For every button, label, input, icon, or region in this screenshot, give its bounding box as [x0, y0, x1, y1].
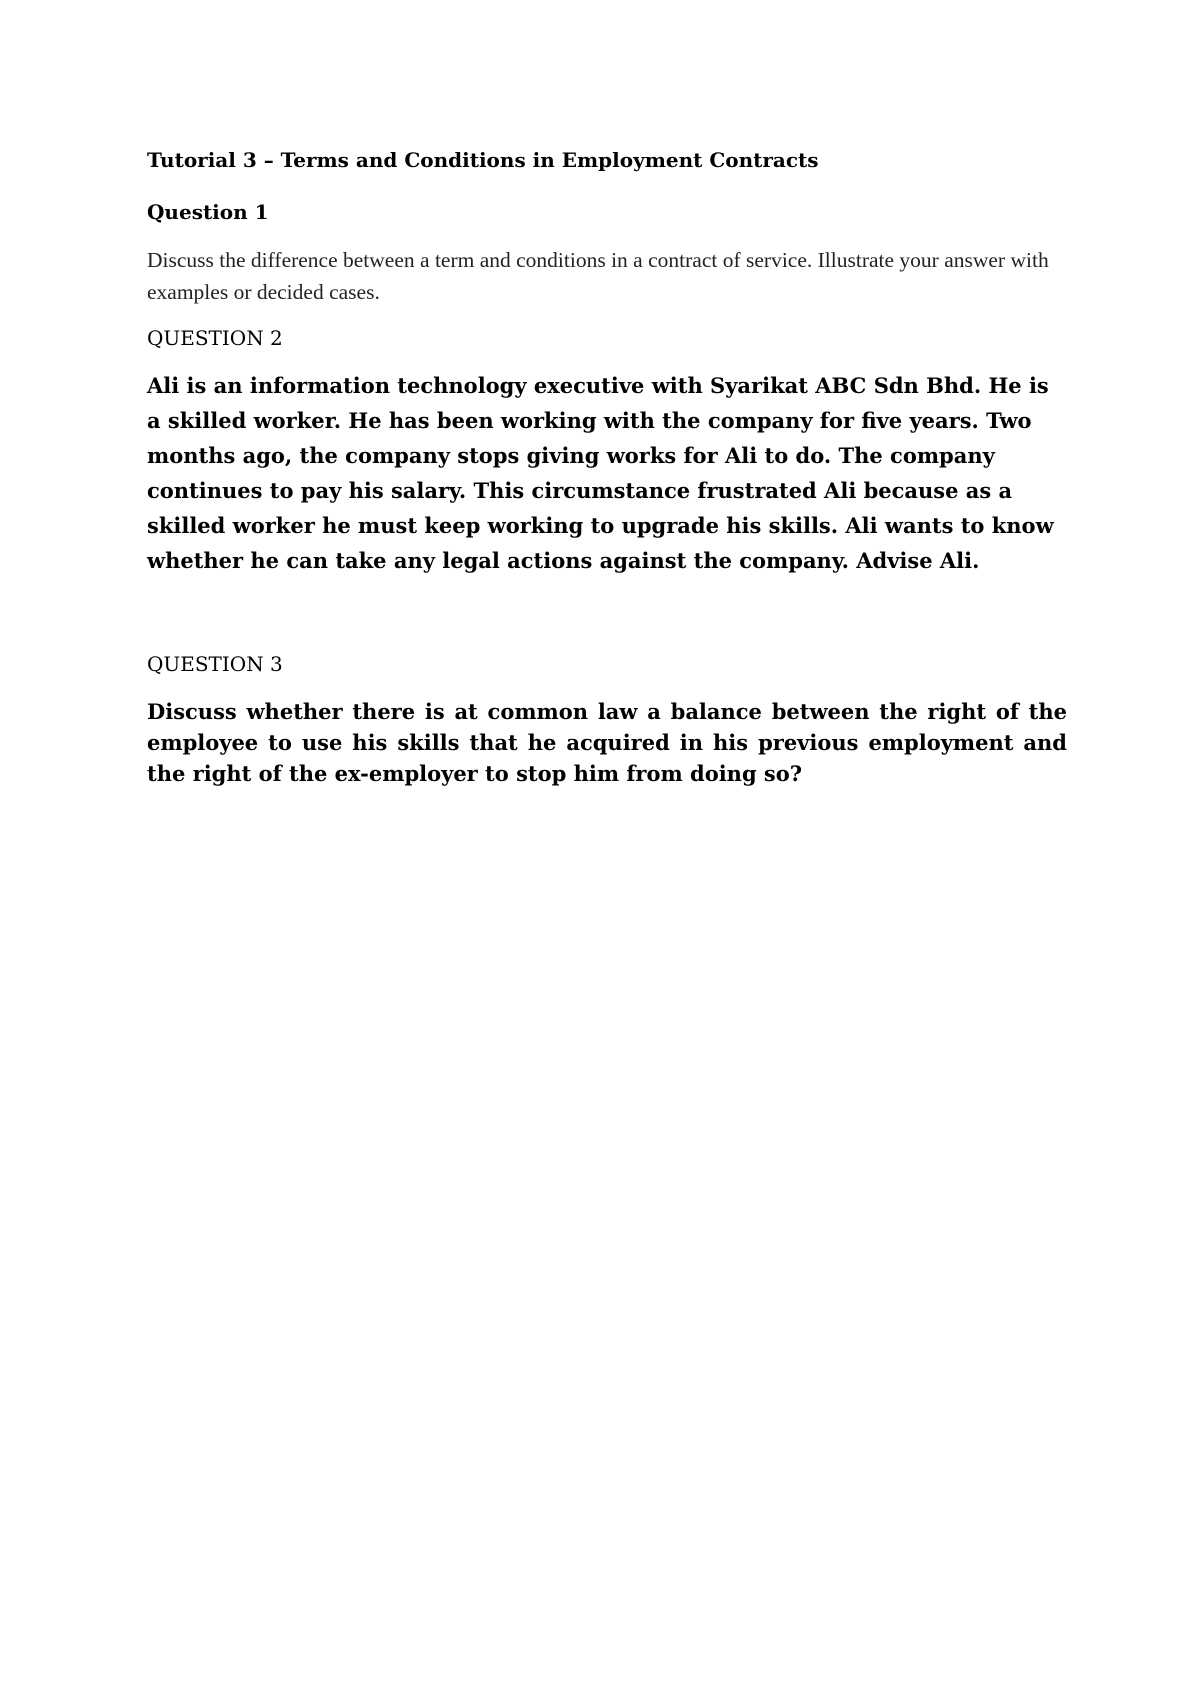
question-3-body: Discuss whether there is at common law a balance between the right of the employee to use his skills that he acquired in his previous employment and the right of the ex-employer to stop him from doing so?	[147, 699, 1067, 786]
document-content	[147, 142, 1067, 789]
document-title: Tutorial 3 – Terms and Conditions in Employment Contracts	[147, 148, 819, 172]
question-2-body: Ali is an information technology executive with Syarikat ABC Sdn Bhd. He is a skilled worker. He has been working with the company for five years. Two months ago, the company stops giving works for Ali to do. The company continues to pay his salary. This circumstance frustrated Ali because as a skilled worker he must keep working to upgrade his skills. Ali wants to know whether he can take any legal actions against the company. Advise Ali.	[147, 373, 1054, 573]
question-2-heading: QUESTION 2	[147, 326, 283, 350]
question-1-heading: Question 1	[147, 200, 269, 224]
question-3-heading: QUESTION 3	[147, 652, 283, 676]
question-1-body: Discuss the difference between a term and conditions in a contract of service. Illustrate your answer with examples or decided cases.	[147, 248, 1049, 304]
